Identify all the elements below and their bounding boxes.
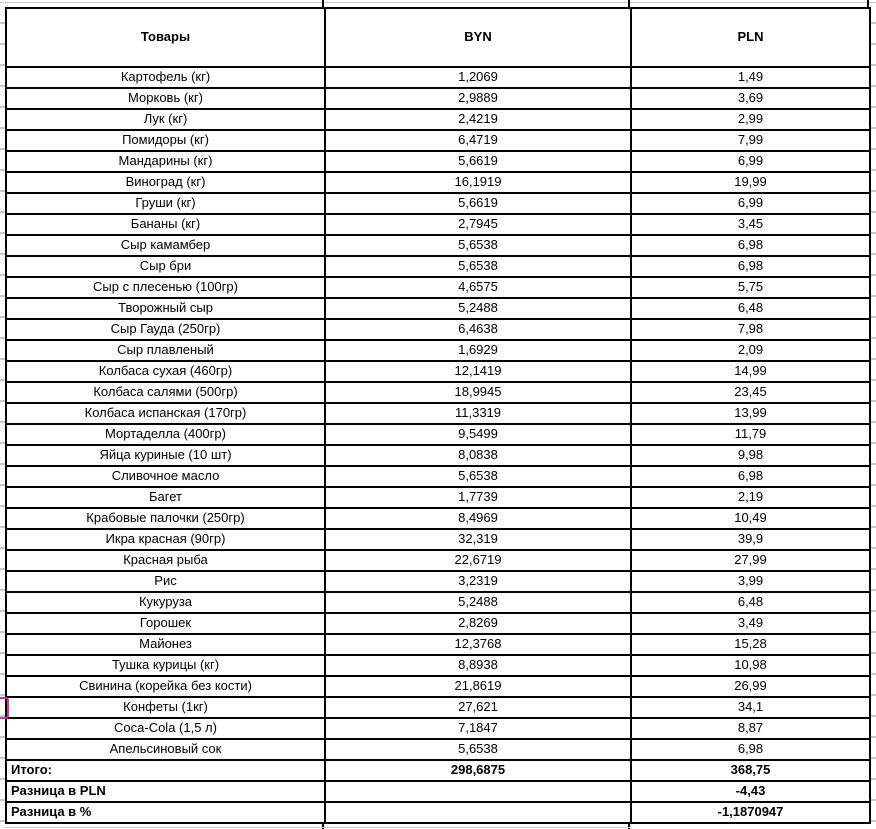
table-row — [6, 340, 870, 361]
byn-value-cell[interactable]: 7,1847 — [325, 718, 631, 739]
product-name-cell[interactable]: Итого: — [6, 760, 325, 781]
table-header — [6, 8, 870, 67]
byn-value-cell[interactable] — [325, 781, 631, 802]
table-row — [6, 214, 870, 235]
byn-value-cell[interactable]: 5,6538 — [325, 235, 631, 256]
byn-value-cell[interactable]: 5,2488 — [325, 592, 631, 613]
product-name-cell[interactable]: Виноград (кг) — [6, 172, 325, 193]
pln-value-cell[interactable]: -1,1870947 — [631, 802, 870, 823]
table-row — [6, 550, 870, 571]
table-row — [6, 802, 870, 823]
pln-value-cell[interactable]: 368,75 — [631, 760, 870, 781]
product-name-cell[interactable]: Тушка курицы (кг) — [6, 655, 325, 676]
table-row — [6, 424, 870, 445]
header-cell-products[interactable]: Товары — [6, 8, 325, 67]
byn-value-cell[interactable]: 6,4719 — [325, 130, 631, 151]
product-name-cell[interactable]: Яйца куриные (10 шт) — [6, 445, 325, 466]
table-row — [6, 592, 870, 613]
byn-value-cell[interactable]: 18,9945 — [325, 382, 631, 403]
byn-value-cell[interactable]: 2,8269 — [325, 613, 631, 634]
table-row — [6, 361, 870, 382]
table-row — [6, 130, 870, 151]
byn-value-cell[interactable] — [325, 802, 631, 823]
table-row — [6, 487, 870, 508]
product-name-cell[interactable]: Помидоры (кг) — [6, 130, 325, 151]
table-row — [6, 634, 870, 655]
table-row — [6, 739, 870, 760]
byn-value-cell[interactable]: 5,6619 — [325, 193, 631, 214]
gridline-top — [0, 2, 876, 3]
byn-value-cell[interactable]: 22,6719 — [325, 550, 631, 571]
table-row — [6, 613, 870, 634]
pln-value-cell[interactable]: 8,87 — [631, 718, 870, 739]
table-row — [6, 172, 870, 193]
product-name-cell[interactable]: Бананы (кг) — [6, 214, 325, 235]
product-name-cell[interactable]: Конфеты (1кг) — [6, 697, 325, 718]
table-row — [6, 403, 870, 424]
table-row — [6, 298, 870, 319]
collaborator-cursor-marker — [0, 697, 9, 719]
product-name-cell[interactable]: Колбаса салями (500гр) — [6, 382, 325, 403]
product-name-cell[interactable]: Апельсиновый сок — [6, 739, 325, 760]
table-row — [6, 508, 870, 529]
byn-value-cell[interactable]: 2,7945 — [325, 214, 631, 235]
product-name-cell[interactable]: Колбаса сухая (460гр) — [6, 361, 325, 382]
pln-value-cell[interactable]: 26,99 — [631, 676, 870, 697]
byn-value-cell[interactable]: 1,6929 — [325, 340, 631, 361]
pln-value-cell[interactable]: 2,19 — [631, 487, 870, 508]
byn-value-cell[interactable]: 16,1919 — [325, 172, 631, 193]
table-row — [6, 529, 870, 550]
table-row — [6, 676, 870, 697]
table-row — [6, 109, 870, 130]
product-name-cell[interactable]: Мандарины (кг) — [6, 151, 325, 172]
pln-value-cell[interactable]: 9,98 — [631, 445, 870, 466]
table-row — [6, 781, 870, 802]
pln-value-cell[interactable]: 23,45 — [631, 382, 870, 403]
byn-value-cell[interactable]: 4,6575 — [325, 277, 631, 298]
table-row — [6, 67, 870, 88]
byn-value-cell[interactable]: 1,2069 — [325, 67, 631, 88]
byn-value-cell[interactable]: 12,1419 — [325, 361, 631, 382]
byn-value-cell[interactable]: 12,3768 — [325, 634, 631, 655]
summary-rows — [6, 760, 870, 823]
table-row — [6, 319, 870, 340]
byn-value-cell[interactable]: 2,4219 — [325, 109, 631, 130]
pln-value-cell[interactable]: 6,98 — [631, 466, 870, 487]
byn-value-cell[interactable]: 11,3319 — [325, 403, 631, 424]
product-name-cell[interactable]: Разница в % — [6, 802, 325, 823]
product-name-cell[interactable]: Крабовые палочки (250гр) — [6, 508, 325, 529]
gridline-bottom — [5, 827, 630, 828]
product-name-cell[interactable]: Сливочное масло — [6, 466, 325, 487]
table-row — [6, 382, 870, 403]
byn-value-cell[interactable]: 8,0838 — [325, 445, 631, 466]
byn-value-cell[interactable]: 8,4969 — [325, 508, 631, 529]
pln-value-cell[interactable]: 6,99 — [631, 193, 870, 214]
pln-value-cell[interactable]: 15,28 — [631, 634, 870, 655]
pln-value-cell[interactable]: 19,99 — [631, 172, 870, 193]
table-row — [6, 256, 870, 277]
product-name-cell[interactable]: Творожный сыр — [6, 298, 325, 319]
byn-value-cell[interactable]: 8,8938 — [325, 655, 631, 676]
pln-value-cell[interactable]: 3,99 — [631, 571, 870, 592]
header-cell-pln[interactable]: PLN — [631, 8, 870, 67]
pln-value-cell[interactable]: 6,99 — [631, 151, 870, 172]
product-name-cell[interactable]: Разница в PLN — [6, 781, 325, 802]
pln-value-cell[interactable]: 2,09 — [631, 340, 870, 361]
product-name-cell[interactable]: Багет — [6, 487, 325, 508]
pln-value-cell[interactable]: 10,49 — [631, 508, 870, 529]
product-name-cell[interactable]: Майонез — [6, 634, 325, 655]
product-rows — [6, 67, 870, 760]
pln-value-cell[interactable]: 1,49 — [631, 67, 870, 88]
product-name-cell[interactable]: Икра красная (90гр) — [6, 529, 325, 550]
pln-value-cell[interactable]: 6,48 — [631, 298, 870, 319]
byn-value-cell[interactable]: 2,9889 — [325, 88, 631, 109]
table-row — [6, 760, 870, 781]
product-name-cell[interactable]: Кукуруза — [6, 592, 325, 613]
pln-value-cell[interactable]: 13,99 — [631, 403, 870, 424]
product-name-cell[interactable]: Картофель (кг) — [6, 67, 325, 88]
product-name-cell[interactable]: Сыр с плесенью (100гр) — [6, 277, 325, 298]
product-name-cell[interactable]: Горошек — [6, 613, 325, 634]
pln-value-cell[interactable]: 10,98 — [631, 655, 870, 676]
pln-value-cell[interactable]: 11,79 — [631, 424, 870, 445]
table-row — [6, 193, 870, 214]
byn-value-cell[interactable]: 5,6538 — [325, 256, 631, 277]
product-name-cell[interactable]: Мортаделла (400гр) — [6, 424, 325, 445]
byn-value-cell[interactable]: 5,6619 — [325, 151, 631, 172]
product-name-cell[interactable]: Coca-Cola (1,5 л) — [6, 718, 325, 739]
byn-value-cell[interactable]: 27,621 — [325, 697, 631, 718]
pln-value-cell[interactable]: -4,43 — [631, 781, 870, 802]
table-row — [6, 88, 870, 109]
pln-value-cell[interactable]: 3,49 — [631, 613, 870, 634]
byn-value-cell[interactable]: 5,2488 — [325, 298, 631, 319]
table-row — [6, 718, 870, 739]
table-row — [6, 445, 870, 466]
product-name-cell[interactable]: Рис — [6, 571, 325, 592]
product-name-cell[interactable]: Сыр бри — [6, 256, 325, 277]
byn-value-cell[interactable]: 9,5499 — [325, 424, 631, 445]
product-name-cell[interactable]: Колбаса испанская (170гр) — [6, 403, 325, 424]
pln-value-cell[interactable]: 2,99 — [631, 109, 870, 130]
header-cell-byn[interactable]: BYN — [325, 8, 631, 67]
byn-value-cell[interactable]: 32,319 — [325, 529, 631, 550]
table-row — [6, 697, 870, 718]
product-name-cell[interactable]: Свинина (корейка без кости) — [6, 676, 325, 697]
pln-value-cell[interactable]: 7,99 — [631, 130, 870, 151]
pln-value-cell[interactable]: 6,98 — [631, 256, 870, 277]
byn-value-cell[interactable]: 5,6538 — [325, 739, 631, 760]
byn-value-cell[interactable]: 298,6875 — [325, 760, 631, 781]
byn-value-cell[interactable]: 1,7739 — [325, 487, 631, 508]
product-name-cell[interactable]: Красная рыба — [6, 550, 325, 571]
product-name-cell[interactable]: Сыр плавленый — [6, 340, 325, 361]
pln-value-cell[interactable]: 14,99 — [631, 361, 870, 382]
pln-value-cell[interactable]: 3,45 — [631, 214, 870, 235]
pln-value-cell[interactable]: 39,9 — [631, 529, 870, 550]
pln-value-cell[interactable]: 5,75 — [631, 277, 870, 298]
table-row — [6, 277, 870, 298]
product-name-cell[interactable]: Лук (кг) — [6, 109, 325, 130]
pln-value-cell[interactable]: 6,98 — [631, 235, 870, 256]
pln-value-cell[interactable]: 6,98 — [631, 739, 870, 760]
byn-value-cell[interactable]: 3,2319 — [325, 571, 631, 592]
table-row — [6, 655, 870, 676]
pln-value-cell[interactable]: 7,98 — [631, 319, 870, 340]
byn-value-cell[interactable]: 6,4638 — [325, 319, 631, 340]
pln-value-cell[interactable]: 6,48 — [631, 592, 870, 613]
product-name-cell[interactable]: Груши (кг) — [6, 193, 325, 214]
pln-value-cell[interactable]: 34,1 — [631, 697, 870, 718]
byn-value-cell[interactable]: 21,8619 — [325, 676, 631, 697]
table-row — [6, 235, 870, 256]
product-name-cell[interactable]: Сыр камамбер — [6, 235, 325, 256]
product-name-cell[interactable]: Сыр Гауда (250гр) — [6, 319, 325, 340]
pln-value-cell[interactable]: 27,99 — [631, 550, 870, 571]
byn-value-cell[interactable]: 5,6538 — [325, 466, 631, 487]
header-row — [6, 8, 870, 67]
table-row — [6, 151, 870, 172]
product-name-cell[interactable]: Морковь (кг) — [6, 88, 325, 109]
price-comparison-table — [5, 7, 871, 824]
table-row — [6, 571, 870, 592]
table-row — [6, 466, 870, 487]
pln-value-cell[interactable]: 3,69 — [631, 88, 870, 109]
